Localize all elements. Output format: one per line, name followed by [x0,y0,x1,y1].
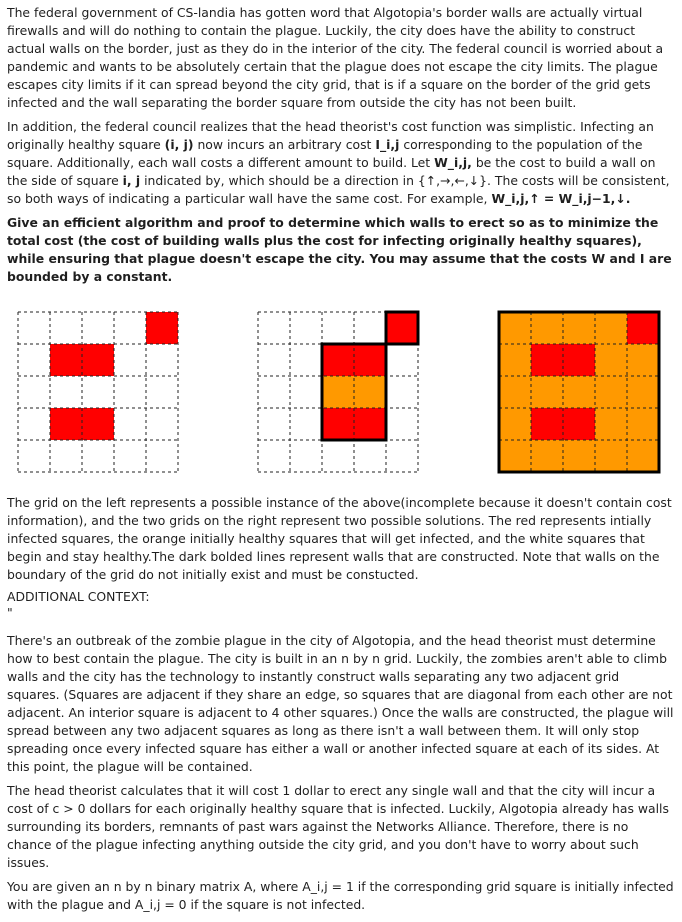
problem-statement [7,4,675,286]
grid-left-cell-red [50,344,82,376]
grid-right-cell-orange [499,376,531,408]
grid-middle-svg [258,312,418,472]
grid-right-cell-orange [595,376,627,408]
grid-left-cell-white [114,376,146,408]
grid-left-cell-white [146,440,178,472]
grid-middle-cell-orange [322,376,354,408]
p2-text-e: corresponding to the population of the square. Additionally, each wall costs a different amount to build. Let [7,137,643,170]
context-paragraph-2: The head theorist calculates that it will cost 1 dollar to erect any single wall and that the city will incur a cost of c > 0 dollars for each originally healthy square that is infected. Luckily, Algotopia already has walls surrounding its borders, remnants of past wars against the Networks Alliance. Therefore, there is no chance of the plague infecting anything outside the city grid, and you don't have to worry about such issues. [7,783,669,870]
grid-middle-cell-red [386,312,418,344]
grid-left-cell-white [18,344,50,376]
grid-right-cell-orange [531,440,563,472]
grid-right-cell-orange [563,312,595,344]
grid-left-cell-white [18,440,50,472]
grid-right-cell-orange [499,312,531,344]
grid-right-cell-orange [595,344,627,376]
p2-square-ij-2: i, j [122,173,141,188]
figure-caption: The grid on the left represents a possible instance of the above(incomplete because it doesn't contain cost information), and the two grids on the right represent two possible solutions. The red represents intially infected squares, the orange initially healthy squares that will get infected, and the white squares that begin and stay healthy.The dark bolded lines represent walls that are constructed. Note that walls on the boundary of the grid do not initially exist and must be constucted. [7,495,672,582]
p2-wall-example: W_i,j,↑ = W_i,j−1,↓. [491,191,631,206]
grid-left-cell-red [146,312,178,344]
p2-text-a: In addition, the federal council realizes that the head theorist's cost function was simplistic. Infecting an originally healthy square [7,119,654,152]
p2-text-c: now incurs an arbitrary cost [193,137,376,152]
grid-middle-cell-white [354,440,386,472]
grid-middle-cell-white [258,440,290,472]
grid-left-cell-red [50,408,82,440]
problem-paragraph-1: The federal government of CS-landia has gotten word that Algotopia's border walls are actually virtual firewalls and will do nothing to contain the plague. Luckily, the city does have the ability to construct actual walls on the border, just as they do in the interior of the city. The federal council is worried about a pandemic and wants to be absolutely certain that the plague does not escape the city limits. The plague escapes city limits if it can spread beyond the city grid, that is if a square on the border of the grid gets infected and the wall separating the border square from outside the city has not been built. [7,5,664,110]
grid-middle-cell-white [322,312,354,344]
grid-left-cell-white [114,344,146,376]
grid-middle-cell-white [290,344,322,376]
problem-paragraph-2 [7,118,675,208]
grid-right-cell-orange [627,440,659,472]
grid-middle-cell-white [290,312,322,344]
lower-text [7,494,675,914]
opening-quote: " [7,605,13,620]
p2-wall-cost: W_i,j, [434,155,472,170]
grid-right-cell-orange [531,376,563,408]
grid-left-cell-white [146,344,178,376]
grid-right-cell-orange [595,440,627,472]
grid-middle-cell-red [322,344,354,376]
grid-right-cell-orange [499,344,531,376]
grid-left-cell-white [50,440,82,472]
grid-left-cell-white [114,440,146,472]
grid-left-svg [18,312,178,472]
grid-middle-cell-white [290,376,322,408]
grid-middle [258,312,418,472]
grid-left-cell-white [146,376,178,408]
grid-left [18,312,178,472]
grid-right-cell-orange [595,408,627,440]
grid-middle-cell-white [322,440,354,472]
grid-left-cell-white [82,312,114,344]
grid-right-cell-orange [531,312,563,344]
additional-context-heading: ADDITIONAL CONTEXT: [7,589,150,604]
grid-right [499,312,659,472]
grid-right-cell-orange [563,440,595,472]
grid-left-cell-white [146,408,178,440]
grid-middle-cell-white [386,440,418,472]
p2-infection-cost: I_i,j [375,137,400,152]
grid-right-cell-orange [627,376,659,408]
problem-task: Give an efficient algorithm and proof to determine which walls to erect so as to minimize the total cost (the cost of building walls plus the cost for infecting originally healthy squares), while ensuring that plague doesn't escape the city. You may assume that the costs W and I are bounded by a constant. [7,215,672,284]
grid-right-cell-red [563,344,595,376]
grid-right-cell-orange [627,408,659,440]
grid-left-cell-white [82,440,114,472]
grid-left-cell-white [50,376,82,408]
grid-middle-cell-white [258,408,290,440]
grid-middle-cell-red [354,344,386,376]
grid-middle-cell-white [258,312,290,344]
grid-right-cell-orange [499,440,531,472]
grid-middle-cell-white [258,344,290,376]
grid-left-cell-red [82,408,114,440]
p2-square-ij: (i, j) [164,137,194,152]
grid-right-cell-red [627,312,659,344]
grid-middle-cell-white [354,312,386,344]
grid-middle-cell-white [386,408,418,440]
grid-right-cell-red [563,408,595,440]
p2-text-g: be the cost to build a wall on the side of square [7,155,656,188]
grid-left-cell-white [114,312,146,344]
grid-middle-cell-white [386,376,418,408]
grid-left-cell-white [50,312,82,344]
grid-middle-cell-red [354,408,386,440]
grid-left-cell-white [18,312,50,344]
grid-left-cell-red [82,344,114,376]
grid-right-cell-orange [627,344,659,376]
grid-middle-cell-orange [354,376,386,408]
grid-left-cell-white [18,408,50,440]
grid-middle-cell-red [322,408,354,440]
grid-middle-cell-white [258,376,290,408]
grid-left-cell-white [82,376,114,408]
grid-right-cell-orange [563,376,595,408]
grid-right-cell-orange [595,312,627,344]
grid-right-svg [499,312,659,472]
grid-right-cell-red [531,344,563,376]
grid-right-cell-red [531,408,563,440]
grid-middle-cell-white [386,344,418,376]
grid-middle-cell-white [290,440,322,472]
grid-middle-cell-white [290,408,322,440]
context-paragraph-1: There's an outbreak of the zombie plague in the city of Algotopia, and the head theorist must determine how to best contain the plague. The city is built in an n by n grid. Luckily, the zombies aren't able to climb walls and the city has the technology to instantly construct walls separating any two adjacent grid squares. (Squares are adjacent if they share an edge, so squares that are diagonal from each other are not adjacent. An interior square is adjacent to 4 other squares.) Once the walls are constructed, the plague will spread between any two adjacent squares as long as there isn't a wall between them. It will only stop spreading once every infected square has either a wall or another infected square at each of its sides. At this point, the plague will be contained. [7,633,674,774]
grid-right-cell-orange [499,408,531,440]
grid-left-cell-white [114,408,146,440]
grid-left-cell-white [18,376,50,408]
context-paragraph-3: You are given an n by n binary matrix A, where A_i,j = 1 if the corresponding grid square is initially infected with the plague and A_i,j = 0 if the square is not infected. [7,879,674,912]
p2-text-i: indicated by, which should be a direction in {↑,→,←,↓}. The costs will be consistent, so both ways of indicating a particular wall have the same cost. For example, [7,173,670,206]
